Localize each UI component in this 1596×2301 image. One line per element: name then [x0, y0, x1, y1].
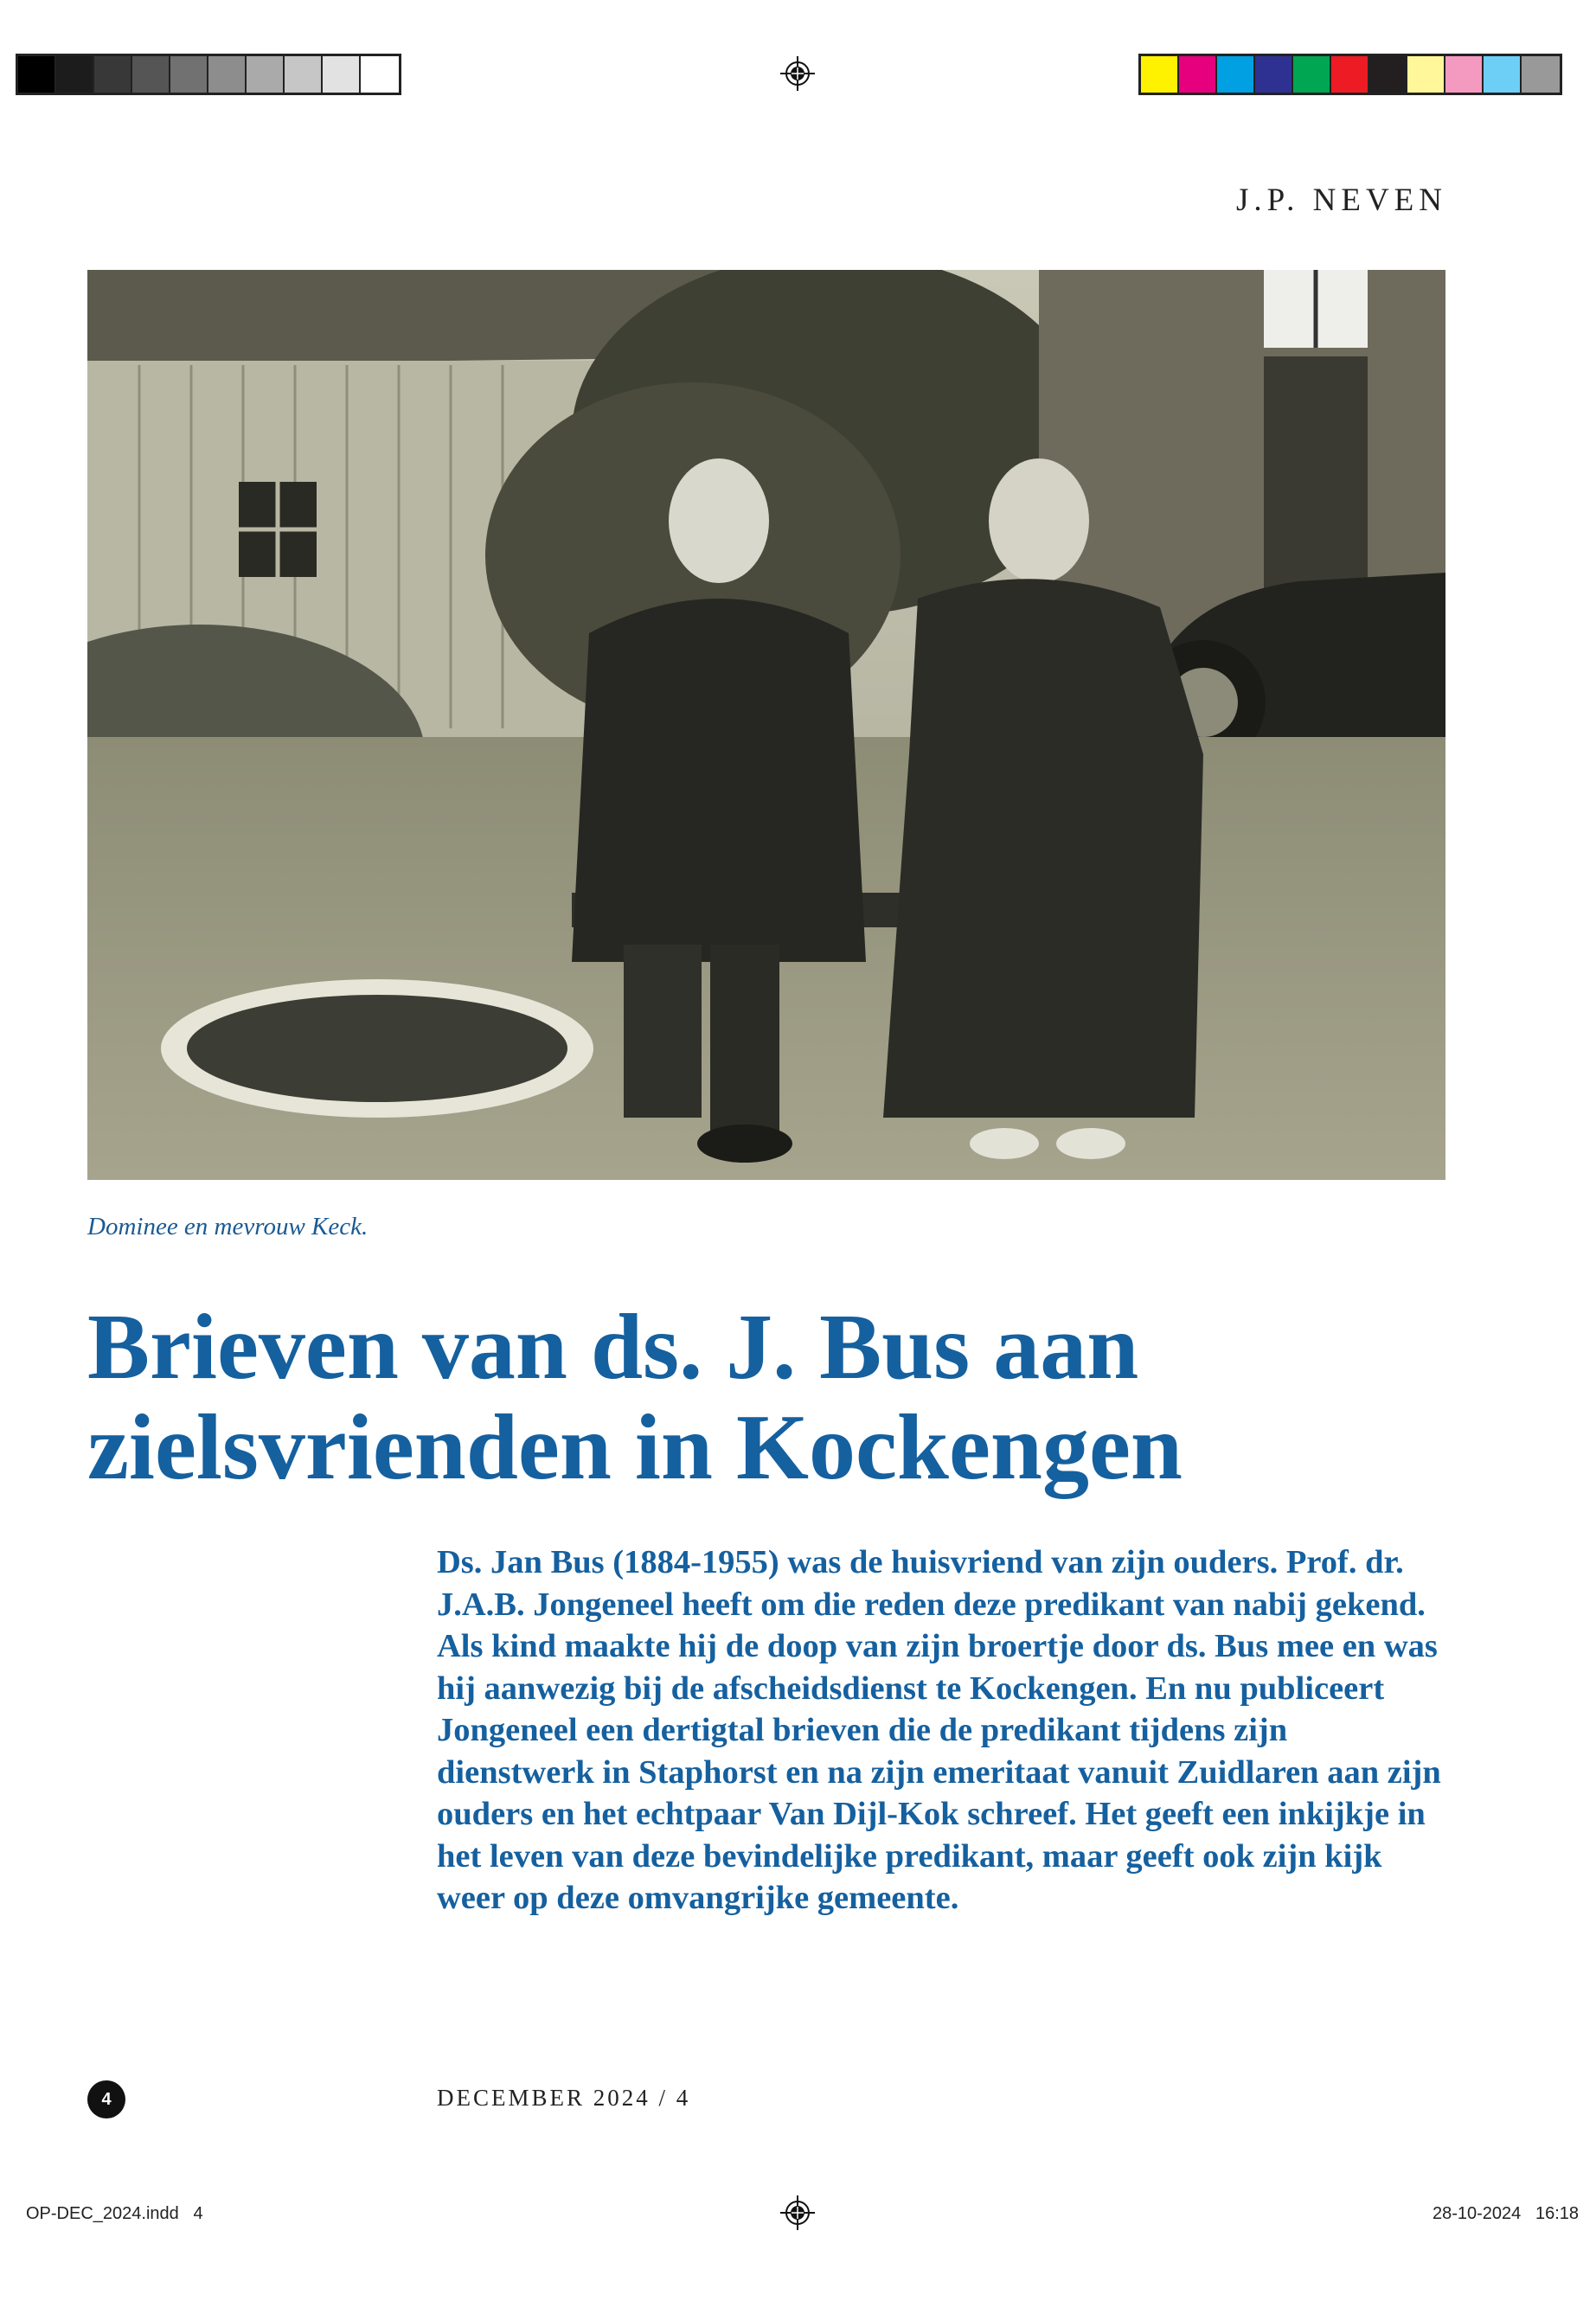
registration-mark-icon — [780, 56, 815, 91]
registration-mark-icon — [780, 2195, 815, 2230]
photo-caption: Dominee en mevrouw Keck. — [87, 1213, 369, 1240]
color-swatch — [1407, 56, 1445, 93]
article-title — [87, 1298, 1471, 1497]
gray-swatch — [323, 56, 361, 93]
color-swatch — [1141, 56, 1179, 93]
color-swatch — [1255, 56, 1293, 93]
author-name: J.P. NEVEN — [1236, 183, 1447, 218]
color-swatch — [1445, 56, 1484, 93]
color-swatch — [1217, 56, 1255, 93]
gray-swatch — [94, 56, 132, 93]
gray-swatch — [56, 56, 94, 93]
color-swatch — [1293, 56, 1331, 93]
gray-swatch — [132, 56, 170, 93]
color-swatch — [1484, 56, 1522, 93]
gray-swatch — [208, 56, 247, 93]
couple-photo-illustration — [87, 270, 1445, 1180]
grayscale-calibration-bar — [16, 54, 401, 95]
article-title-line-1: Brieven van ds. J. Bus aan — [87, 1296, 1139, 1399]
page-number-badge: 4 — [87, 2080, 125, 2118]
color-swatch — [1331, 56, 1369, 93]
article-photo — [87, 270, 1445, 1180]
article-title-line-2: zielsvrienden in Kockengen — [87, 1395, 1183, 1499]
color-swatch — [1369, 56, 1407, 93]
process-color-calibration-bar — [1138, 54, 1562, 95]
color-swatch — [1179, 56, 1217, 93]
gray-swatch — [18, 56, 56, 93]
gray-swatch — [285, 56, 323, 93]
article-intro: Ds. Jan Bus (1884-1955) was de huisvriend van zijn ouders. Prof. dr. J.A.B. Jongeneel heeft om die reden deze predikant van nabij gekend. Als kind maakte hij de doop van zijn broertje door ds. Bus mee en was hij aanwezig bij de afscheidsdienst te Kockengen. En nu publiceert Jongeneel een dertigtal brieven die de predikant tijdens zijn dienstwerk in Staphorst en na zijn emeritaat vanuit Zuidlaren aan zijn ouders en het echtpaar Van Dijl-Kok schreef. Het geeft een inkijkje in het leven van deze bevindelijke predikant, maar geeft ook zijn kijk weer op deze omvangrijke gemeente. — [437, 1544, 1441, 1916]
timestamp-slug: 28-10-2024 16:18 — [1432, 2204, 1579, 2223]
file-slug: OP-DEC_2024.indd 4 — [26, 2204, 203, 2223]
color-swatch — [1522, 56, 1560, 93]
issue-line: DECEMBER 2024 / 4 — [437, 2085, 691, 2111]
gray-swatch — [361, 56, 399, 93]
gray-swatch — [170, 56, 208, 93]
gray-swatch — [247, 56, 285, 93]
